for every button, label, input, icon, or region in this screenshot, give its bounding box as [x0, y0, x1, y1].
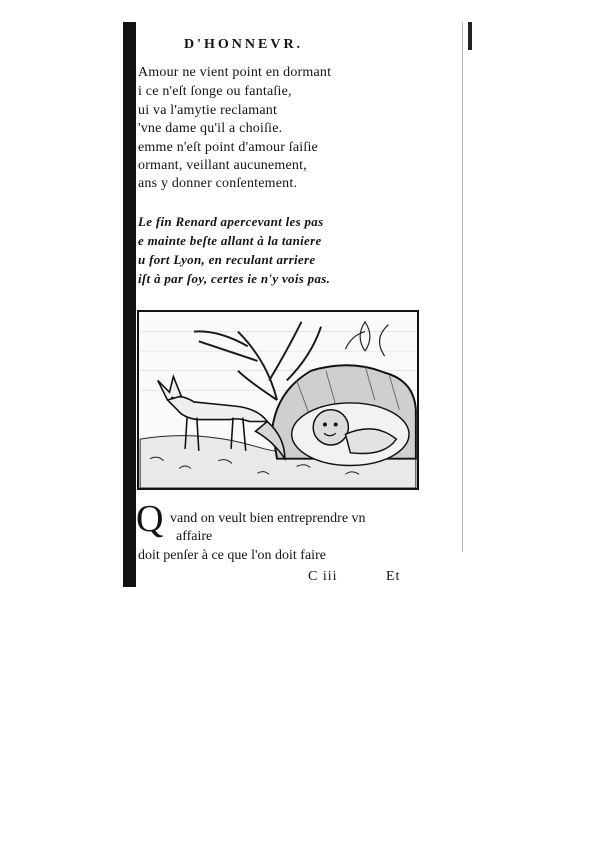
binding-mark: [468, 22, 472, 50]
catchword: Et: [386, 569, 401, 584]
binding-shadow: [123, 22, 136, 587]
body-line-2: affaire: [176, 529, 213, 544]
fable-line-3: u fort Lyon, en reculant arriere: [138, 252, 316, 267]
poem-line-5: emme n'eſt point d'amour ſaiſie: [138, 140, 318, 155]
poem-line-4: 'vne dame qu'il a choiſie.: [138, 121, 283, 136]
running-header: D'HONNEVR.: [184, 37, 304, 52]
fable-line-1: Le fin Renard apercevant les pas: [138, 214, 324, 229]
body-line-1: vand on veult bien entreprendre vn: [170, 511, 366, 526]
page-edge: [462, 22, 463, 552]
drop-cap: Q: [136, 498, 164, 540]
signature-mark: C iii: [308, 569, 338, 584]
poem-line-7: ans y donner conſentement.: [138, 176, 298, 191]
poem-line-6: ormant, veillant aucunement,: [138, 158, 307, 173]
fable-line-2: e mainte beſte allant à la taniere: [138, 233, 322, 248]
fox-and-lion-woodcut: [137, 310, 419, 490]
fable-line-4: iſt à par ſoy, certes ie n'y vois pas.: [138, 271, 331, 286]
poem-line-2: i ce n'eſt ſonge ou fantaſie,: [138, 84, 292, 99]
poem-line-1: Amour ne vient point en dormant: [138, 65, 332, 80]
body-line-3: doit penſer à ce que l'on doit faire: [138, 548, 326, 563]
woodcut-illustration: [139, 312, 417, 488]
poem-line-3: ui va l'amytie reclamant: [138, 103, 278, 118]
